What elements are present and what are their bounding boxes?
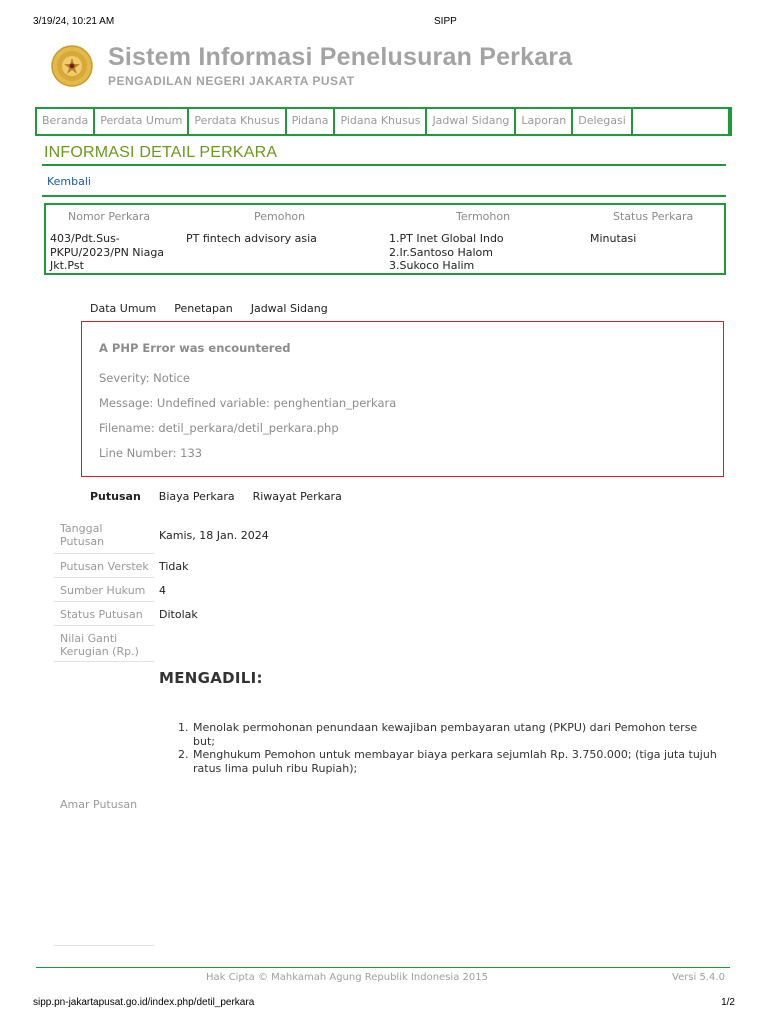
nav-perdata-khusus[interactable]: Perdata Khusus (189, 109, 286, 134)
tab-jadwal-sidang[interactable]: Jadwal Sidang (250, 302, 328, 315)
php-error-box (81, 321, 724, 477)
label-sumber-hukum: Sumber Hukum (60, 584, 146, 597)
header-status-perkara: Status Perkara (613, 210, 694, 223)
value-putusan-verstek: Tidak (159, 560, 189, 573)
label-line: Tanggal (60, 522, 103, 535)
nav-pidana-khusus[interactable]: Pidana Khusus (335, 109, 427, 134)
label-amar-putusan: Amar Putusan (60, 798, 138, 811)
back-divider (42, 195, 726, 197)
case-respondents (389, 232, 504, 273)
print-page-number: 1/2 (721, 997, 735, 1008)
ruling-item-number: 2. (178, 748, 189, 761)
error-filename: Filename: detil_perkara/detil_perkara.php (99, 421, 339, 435)
site-title: Sistem Informasi Penelusuran Perkara (108, 43, 573, 71)
print-timestamp: 3/19/24, 10:21 AM (33, 16, 115, 27)
tab-putusan[interactable]: Putusan (90, 490, 141, 503)
label-line: Putusan (60, 535, 105, 548)
tab-riwayat-perkara[interactable]: Riwayat Perkara (252, 490, 342, 503)
respondent-line: 3.Sukoco Halim (389, 259, 475, 272)
nav-beranda[interactable]: Beranda (37, 109, 95, 134)
print-url: sipp.pn-jakartapusat.go.id/index.php/detil_perkara (33, 997, 255, 1008)
detail-tabs-bottom (90, 490, 342, 503)
tab-data-umum[interactable]: Data Umum (90, 302, 157, 315)
label-nilai-ganti-kerugian (54, 632, 154, 658)
error-line-number: Line Number: 133 (99, 446, 203, 460)
site-header (50, 40, 730, 100)
label-status-putusan: Status Putusan (60, 608, 143, 621)
header-pemohon: Pemohon (254, 210, 306, 223)
back-link[interactable]: Kembali (47, 175, 91, 188)
footer-copyright: Hak Cipta © Mahkamah Agung Republik Indonesia 2015 (206, 972, 488, 983)
ruling-item-line: Menghukum Pemohon untuk membayar biaya perkara sejumlah Rp. 3.750.000; (tiga juta tujuh (193, 748, 717, 761)
value-sumber-hukum: 4 (159, 584, 166, 597)
ruling-item-line: Menolak permohonan penundaan kewajiban pembayaran utang (PKPU) dari Pemohon terse (193, 721, 698, 734)
case-number-line: 403/Pdt.Sus- (50, 232, 120, 245)
row-divider (54, 577, 154, 578)
case-number (50, 232, 164, 273)
ruling-item-number: 1. (178, 721, 189, 734)
footer-divider (36, 967, 730, 968)
header-termohon: Termohon (456, 210, 511, 223)
print-header (33, 16, 735, 30)
error-title: A PHP Error was encountered (99, 341, 291, 355)
case-number-line: PKPU/2023/PN Niaga (50, 245, 165, 259)
nav-empty-slot (633, 109, 730, 134)
ruling-list (178, 721, 718, 775)
value-status-putusan: Ditolak (159, 608, 198, 621)
ruling-item-line: ratus lima puluh ribu Rupiah); (193, 761, 358, 775)
respondent-line: 2.Ir.Santoso Halom (389, 245, 493, 259)
nav-delegasi[interactable]: Delegasi (573, 109, 633, 134)
footer-version: Versi 5.4.0 (672, 972, 725, 983)
nav-perdata-umum[interactable]: Perdata Umum (95, 109, 189, 134)
error-severity: Severity: Notice (99, 371, 190, 385)
nav-pidana[interactable]: Pidana (287, 109, 336, 134)
row-divider (54, 601, 154, 602)
print-title: SIPP (434, 16, 457, 27)
respondent-line: 1.PT Inet Global Indo (389, 232, 504, 245)
case-status: Minutasi (590, 232, 637, 245)
title-divider (42, 164, 726, 166)
ruling-item (178, 721, 718, 748)
error-message: Message: Undefined variable: penghentian_perkara (99, 396, 397, 410)
label-line: Nilai Ganti (60, 632, 118, 645)
tab-biaya-perkara[interactable]: Biaya Perkara (158, 490, 235, 503)
detail-tabs-top (90, 302, 328, 315)
row-divider (54, 553, 154, 554)
row-divider (54, 661, 154, 662)
main-nav (35, 107, 732, 136)
label-tanggal-putusan (54, 522, 154, 548)
nav-jadwal-sidang[interactable]: Jadwal Sidang (427, 109, 516, 134)
case-number-line: Jkt.Pst (50, 259, 84, 272)
nav-laporan[interactable]: Laporan (516, 109, 573, 134)
header-nomor-perkara: Nomor Perkara (68, 210, 151, 223)
label-putusan-verstek: Putusan Verstek (60, 560, 149, 573)
page-title: INFORMASI DETAIL PERKARA (44, 144, 278, 161)
case-summary (44, 203, 726, 275)
label-line: Kerugian (Rp.) (60, 645, 139, 658)
row-divider (54, 945, 154, 946)
ruling-item (178, 748, 718, 775)
case-applicant: PT fintech advisory asia (186, 232, 317, 245)
court-emblem-icon (50, 42, 94, 90)
ruling-heading: MENGADILI: (159, 669, 263, 687)
value-tanggal-putusan: Kamis, 18 Jan. 2024 (159, 529, 269, 542)
row-divider (54, 625, 154, 626)
site-subtitle: PENGADILAN NEGERI JAKARTA PUSAT (108, 74, 355, 88)
ruling-item-line: but; (193, 734, 215, 748)
tab-penetapan[interactable]: Penetapan (174, 302, 233, 315)
